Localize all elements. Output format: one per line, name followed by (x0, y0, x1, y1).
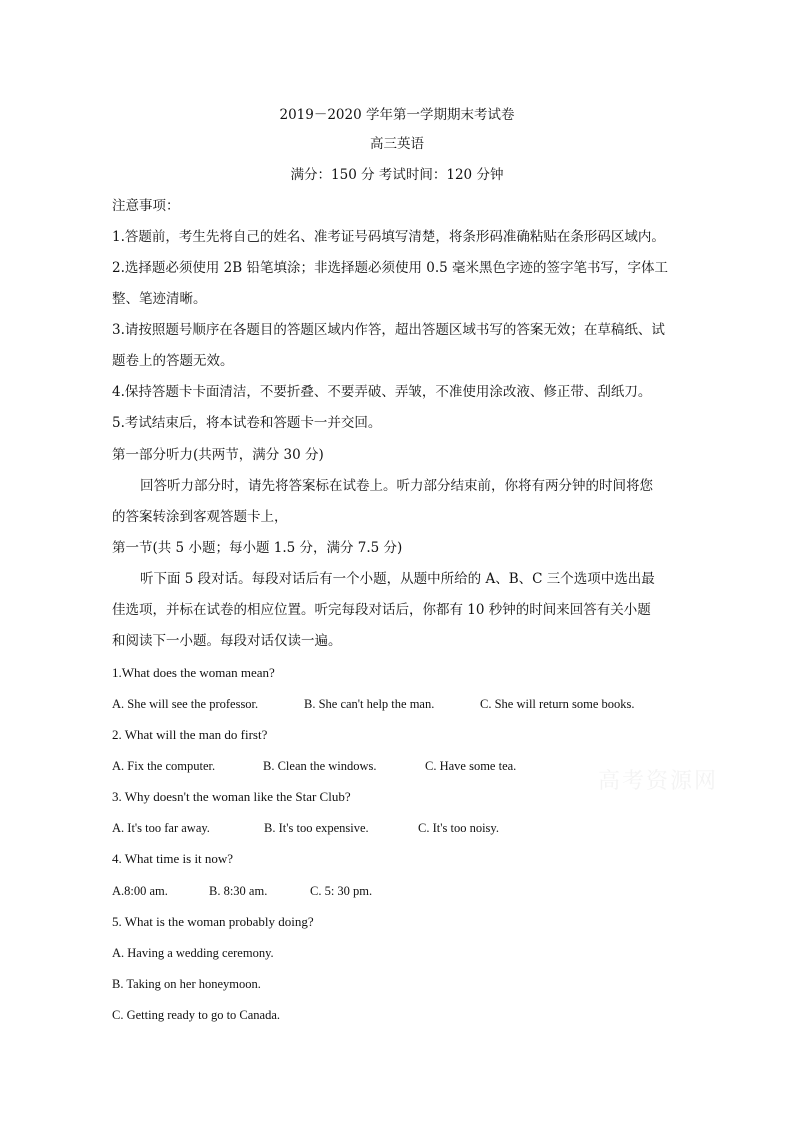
option-c: C. Have some tea. (425, 759, 517, 773)
option-c: C. It's too noisy. (418, 821, 499, 835)
notice-item: 3.请按照题号顺序在各题目的答题区域内作答，超出答题区域书写的答案无效；在草稿纸、试 (112, 322, 665, 338)
question-stem: 5. What is the woman probably doing? (112, 914, 314, 929)
notice-heading: 注意事项： (112, 198, 180, 214)
notice-item: 题卷上的答题无效。 (112, 353, 234, 369)
question-options (112, 757, 516, 775)
notice-item: 5.考试结束后，将本试卷和答题卡一并交回。 (112, 415, 382, 431)
question-option-b: B. Taking on her honeymoon. (112, 977, 261, 991)
section1-title: 第一节(共 5 小题；每小题 1.5 分，满分 7.5 分) (112, 540, 403, 556)
exam-subject: 高三英语 (370, 136, 424, 152)
option-b: B. 8:30 am. (209, 884, 268, 898)
question-options (112, 882, 372, 900)
question-stem: 3. Why doesn't the woman like the Star Club? (112, 789, 351, 804)
notice-item: 1.答题前，考生先将自己的姓名、准考证号码填写清楚，将条形码准确粘贴在条形码区域内。 (112, 229, 665, 245)
option-b: B. Clean the windows. (263, 759, 377, 773)
option-a: A. She will see the professor. (112, 697, 259, 711)
part1-instruction: 回答听力部分时，请先将答案标在试卷上。听力部分结束前，你将有两分钟的时间将您 (140, 478, 653, 494)
part1-title: 第一部分听力(共两节，满分 30 分) (112, 447, 324, 463)
option-a: A.8:00 am. (112, 884, 168, 898)
notice-item: 2.选择题必须使用 2B 铅笔填涂；非选择题必须使用 0.5 毫米黑色字迹的签字笔书写，字体工 (112, 260, 669, 276)
watermark: 高考资源网 (598, 769, 719, 794)
question-options (112, 695, 635, 713)
section1-instruction: 和阅读下一小题。每段对话仅读一遍。 (112, 633, 342, 649)
section1-instruction: 听下面 5 段对话。每段对话后有一个小题，从题中所给的 A、B、C 三个选项中选出最 (140, 571, 655, 587)
option-b: B. It's too expensive. (264, 821, 369, 835)
part1-instruction: 的答案转涂到客观答题卡上， (112, 509, 288, 525)
exam-meta: 满分：150 分 考试时间：120 分钟 (290, 167, 504, 183)
notice-item: 4.保持答题卡卡面清洁，不要折叠、不要弄破、弄皱，不准使用涂改液、修正带、刮纸刀。 (112, 384, 652, 400)
exam-title: 2019－2020 学年第一学期期末考试卷 (279, 107, 515, 123)
option-c: C. 5: 30 pm. (310, 884, 373, 898)
question-stem: 4. What time is it now? (112, 851, 234, 866)
question-option-c: C. Getting ready to go to Canada. (112, 1008, 281, 1022)
question-stem: 2. What will the man do first? (112, 727, 268, 742)
question-option-a: A. Having a wedding ceremony. (112, 946, 274, 960)
section1-instruction: 佳选项，并标在试卷的相应位置。听完每段对话后，你都有 10 秒钟的时间来回答有关小题 (112, 602, 651, 618)
option-a: A. It's too far away. (112, 821, 210, 835)
question-stem: 1.What does the woman mean? (112, 665, 275, 680)
option-a: A. Fix the computer. (112, 759, 216, 773)
option-b: B. She can't help the man. (304, 697, 435, 711)
notice-item: 整、笔迹清晰。 (112, 291, 207, 307)
option-c: C. She will return some books. (480, 697, 635, 711)
question-options (112, 819, 499, 837)
